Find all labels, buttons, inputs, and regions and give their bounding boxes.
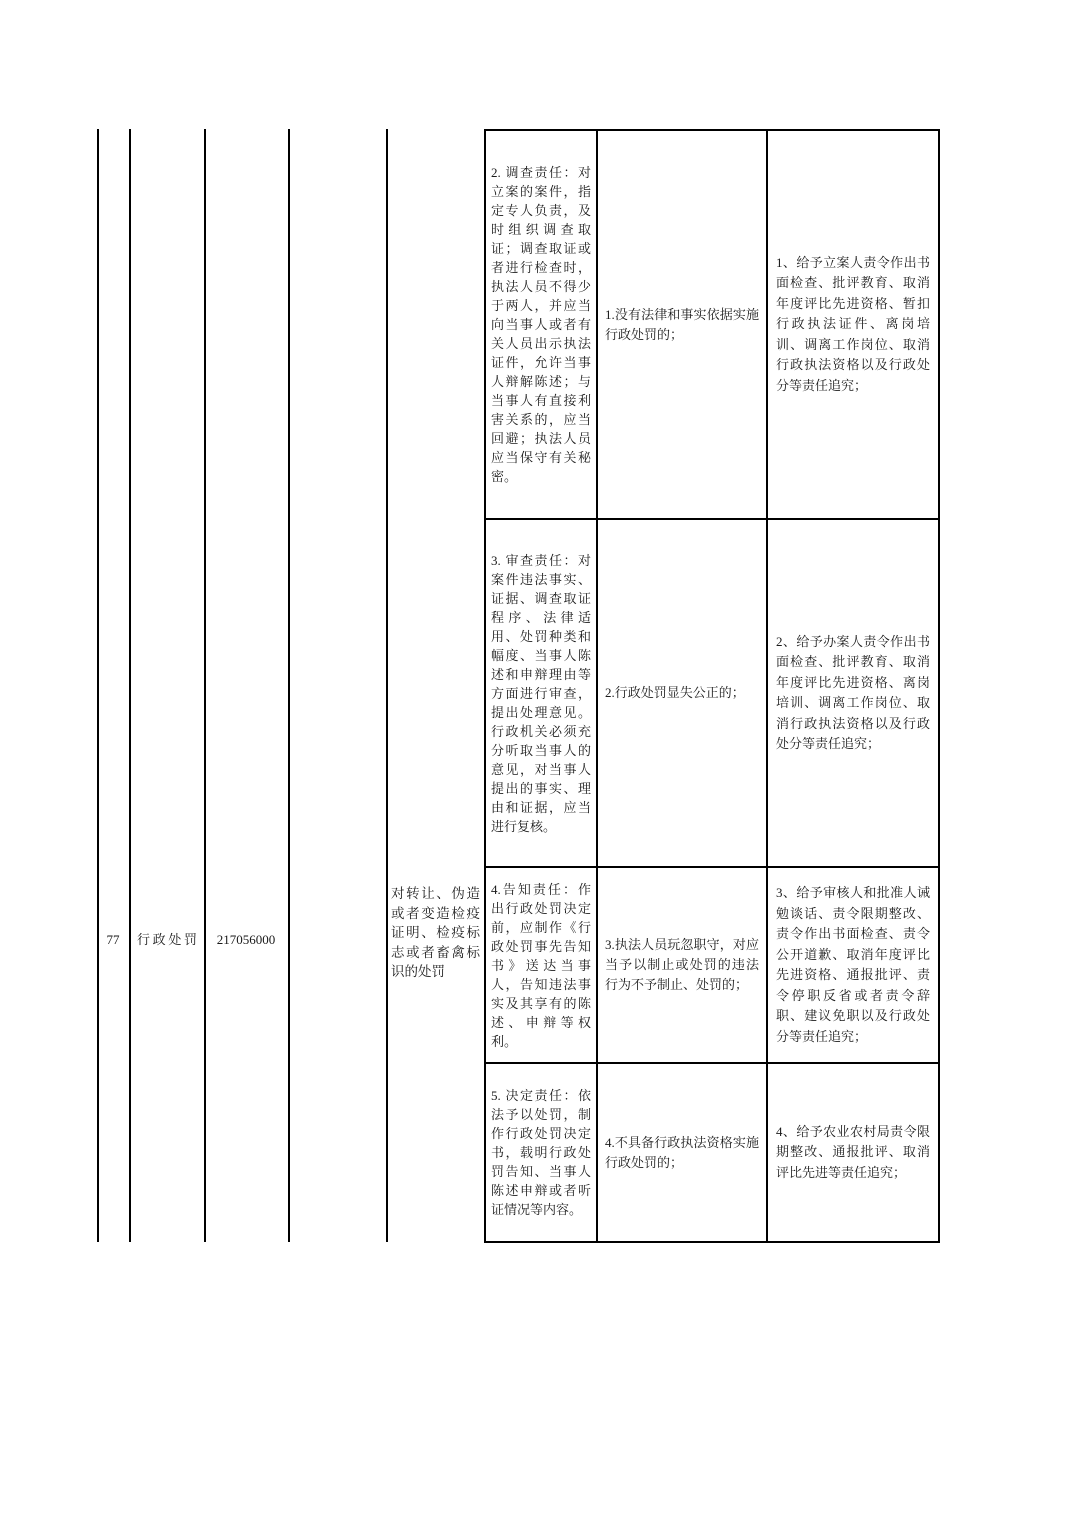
misconduct-cell-row3 xyxy=(598,868,768,1064)
column-divider-line xyxy=(204,129,206,1242)
duty-cell-row4 xyxy=(486,1064,598,1241)
column-divider-line xyxy=(129,129,131,1242)
column-divider-line xyxy=(386,129,388,1242)
accountability-text-row2: 2、给予办案人责令作出书面检查、批评教育、取消年度评比先进资格、离岗培训、调离工作岗位、取消行政执法资格以及行政处分等责任追究； xyxy=(776,633,930,751)
responsibility-matrix-table xyxy=(484,129,940,1243)
column-divider-line xyxy=(288,129,290,1242)
duty-text-row2: 3. 审查责任：对案件违法事实、证据、调查取证程序、法律适用、处罚种类和幅度、当事人陈述和申辩理由等方面进行审查，提出处理意见。行政机关必须充分听取当事人的意见，对当事人提出的事实、理由和证据，应当进行复核。 xyxy=(491,552,591,834)
duty-text-row4: 5. 决定责任：依法予以处罚，制作行政处罚决定书，载明行政处罚告知、当事人陈述申辩或者听证情况等内容。 xyxy=(491,1088,591,1217)
accountability-cell-row4 xyxy=(768,1064,938,1241)
power-code-cell: 217056000 xyxy=(216,932,276,947)
duty-text-row3: 4.告知责任：作出行政处罚决定前，应制作《行政处罚事先告知书》送达当事人，告知违法事实及其享有的陈述、申辩等权利。 xyxy=(491,881,591,1049)
accountability-text-row3: 3、给予审核人和批准人诫勉谈话、责令限期整改、责令作出书面检查、责令公开道歉、取消年度评比先进资格、通报批评、责令停职反省或者责令辞职、建议免职以及行政处分等责任追究； xyxy=(776,885,930,1044)
misconduct-cell-row2 xyxy=(598,520,768,868)
misconduct-cell-row1 xyxy=(598,131,768,520)
misconduct-text-row4: 4.不具备行政执法资格实施行政处罚的； xyxy=(605,1134,759,1170)
misconduct-text-row2: 2.行政处罚显失公正的； xyxy=(605,685,745,700)
duty-text-row1: 2. 调查责任：对立案的案件，指定专人负责，及时组织调查取证；调查取证或者进行检查时，执法人员不得少于两人，并应当向当事人或者有关人员出示执法证件，允许当事人辩解陈述；与当事人有直接利害关系的，应当回避；执法人员应当保守有关秘密。 xyxy=(491,165,591,484)
accountability-cell-row3 xyxy=(768,868,938,1064)
column-divider-line xyxy=(97,129,99,1242)
misconduct-text-row1: 1.没有法律和事实依据实施行政处罚的； xyxy=(605,306,759,342)
misconduct-cell-row4 xyxy=(598,1064,768,1241)
power-type-cell: 行政处罚 xyxy=(137,932,197,947)
accountability-cell-row1 xyxy=(768,131,938,520)
misconduct-text-row3: 3.执法人员玩忽职守，对应当予以制止或处罚的违法行为不予制止、处罚的； xyxy=(605,937,759,992)
accountability-text-row4: 4、给予农业农村局责令限期整改、通报批评、取消评比先进等责任追究； xyxy=(776,1123,930,1180)
duty-cell-row3 xyxy=(486,868,598,1064)
duty-cell-row1 xyxy=(486,131,598,520)
accountability-cell-row2 xyxy=(768,520,938,868)
duty-cell-row2 xyxy=(486,520,598,868)
accountability-text-row1: 1、给予立案人责令作出书面检查、批评教育、取消年度评比先进资格、暂扣行政执法证件、离岗培训、调离工作岗位、取消行政执法资格以及行政处分等责任追究； xyxy=(776,254,930,393)
power-name-cell: 对转让、伪造或者变造检疫证明、检疫标志或者畜禽标识的处罚 xyxy=(391,886,480,979)
serial-number-cell: 77 xyxy=(106,932,120,947)
